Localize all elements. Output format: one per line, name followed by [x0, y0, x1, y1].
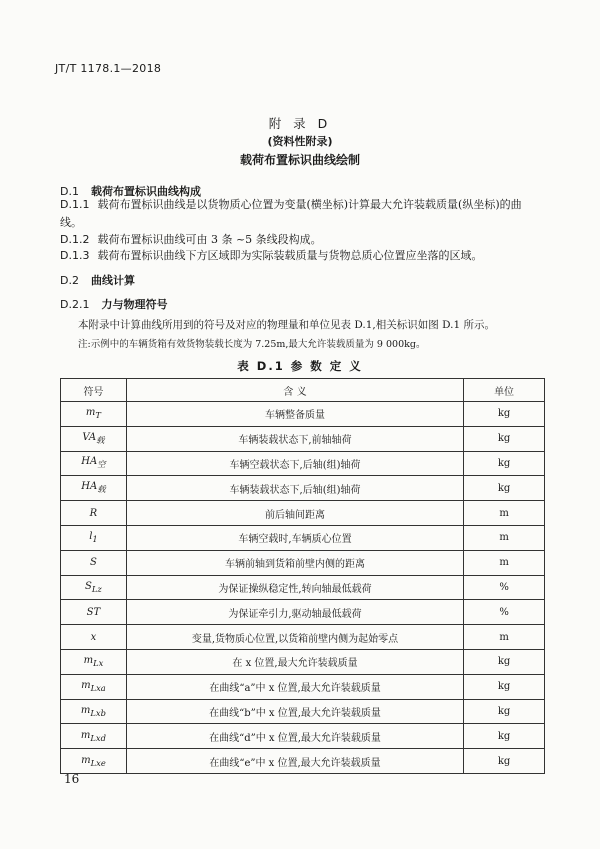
meaning-cell: 在曲线“a”中 x 位置,最大允许装载质量 [126, 674, 463, 699]
table-header-row [61, 379, 545, 402]
symbol-subscript: Lx [93, 658, 104, 669]
unit-cell: kg [464, 699, 545, 724]
unit-cell: % [464, 575, 545, 600]
symbol: S [85, 580, 92, 592]
table-row [61, 600, 545, 625]
unit-cell: kg [464, 724, 545, 749]
table-row [61, 451, 545, 476]
section-d2-heading [60, 272, 135, 288]
table-row [61, 402, 545, 427]
symbol-subscript: 载 [97, 484, 106, 495]
symbol-subscript: Lz [91, 583, 102, 594]
meaning-cell: 为保证牵引力,驱动轴最低载荷 [126, 600, 463, 625]
symbol: l [89, 531, 93, 543]
standard-code: JT/T 1178.1—2018 [55, 62, 162, 75]
symbol: m [81, 754, 91, 766]
symbol-cell [61, 451, 127, 476]
symbol-cell [61, 699, 127, 724]
parameter-table [60, 378, 545, 774]
table-row [61, 476, 545, 501]
table-row [61, 575, 545, 600]
meaning-cell: 车辆装载状态下,后轴(组)轴荷 [126, 476, 463, 501]
meaning-cell: 车辆前轴到货箱前壁内侧的距离 [126, 550, 463, 575]
meaning-cell: 在曲线“b”中 x 位置,最大允许装载质量 [126, 699, 463, 724]
symbol: m [85, 407, 96, 419]
annex-type: (资料性附录) [267, 135, 333, 148]
symbol-cell [61, 402, 127, 427]
symbol-cell [61, 550, 127, 575]
header-meaning: 含 义 [126, 379, 463, 402]
symbol: HA [81, 481, 98, 493]
symbol-subscript: Lxd [90, 732, 106, 743]
symbol: R [89, 507, 98, 519]
table-title: 表 D.1 参 数 定 义 [237, 359, 363, 373]
meaning-cell: 车辆整备质量 [126, 402, 463, 427]
symbol: x [90, 631, 97, 643]
clause-d1-1 [60, 196, 542, 232]
unit-cell: m [464, 550, 545, 575]
symbol: VA [82, 431, 97, 443]
meaning-cell: 车辆装载状态下,前轴轴荷 [126, 426, 463, 451]
clause-d1-3 [60, 247, 542, 265]
unit-cell: kg [464, 426, 545, 451]
symbol-subscript: 载 [96, 434, 105, 445]
table-row [61, 724, 545, 749]
table-row [61, 550, 545, 575]
symbol: m [80, 704, 91, 716]
symbol-cell [61, 724, 127, 749]
meaning-cell: 车辆空载状态下,后轴(组)轴荷 [126, 451, 463, 476]
symbol-subscript: Lxe [90, 757, 106, 768]
section-title: 曲线计算 [90, 274, 135, 287]
table-row [61, 525, 545, 550]
symbol-cell [61, 600, 127, 625]
meaning-cell: 车辆空载时,车辆质心位置 [126, 525, 463, 550]
symbol-subscript: 空 [97, 459, 106, 470]
section-d2-1-heading [60, 296, 167, 312]
table-row [61, 699, 545, 724]
symbol: HA [81, 456, 98, 468]
meaning-cell: 在曲线“d”中 x 位置,最大允许装载质量 [126, 724, 463, 749]
header-symbol: 符号 [61, 379, 127, 402]
symbol: m [81, 680, 91, 692]
meaning-cell: 为保证操纵稳定性,转向轴最低载荷 [126, 575, 463, 600]
unit-cell: kg [464, 402, 545, 427]
clause-text: 载荷布置标识曲线可由 3 条 ~5 条线段构成。 [97, 233, 322, 246]
meaning-cell: 在曲线“e”中 x 位置,最大允许装载质量 [126, 749, 463, 774]
annex-name: 载荷布置标识曲线绘制 [239, 153, 360, 167]
symbol: S [90, 557, 97, 569]
section-title: 载荷布置标识曲线构成 [90, 185, 201, 198]
meaning-cell: 前后轴间距离 [126, 501, 463, 526]
note: 注:示例中的车辆货箱有效货物装载长度为 7.25m,最大允许装载质量为 9 000kg。 [78, 339, 426, 350]
section-number: D.2 [60, 274, 79, 287]
symbol-cell [61, 649, 127, 674]
page-number: 16 [64, 772, 80, 786]
body-paragraph: 本附录中计算曲线所用到的符号及对应的物理量和单位见表 D.1,相关标识如图 D.1 所示。 [78, 319, 495, 331]
symbol-cell [61, 476, 127, 501]
symbol-cell [61, 525, 127, 550]
table-row [61, 649, 545, 674]
clause-text: 载荷布置标识曲线是以货物质心位置为变量(横坐标)计算最大允许装载质量(纵坐标)的曲线。 [60, 198, 522, 229]
table-row [61, 501, 545, 526]
symbol-subscript: T [95, 410, 101, 421]
symbol: ST [86, 606, 101, 618]
clause-number: D.1.3 [60, 249, 90, 262]
table-row [61, 674, 545, 699]
clause-number: D.1.2 [60, 233, 90, 246]
unit-cell: kg [464, 451, 545, 476]
section-number: D.2.1 [60, 298, 90, 311]
symbol-cell [61, 674, 127, 699]
symbol-cell [61, 426, 127, 451]
clause-text: 载荷布置标识曲线下方区域即为实际装载质量与货物总质心位置应坐落的区域。 [97, 249, 483, 262]
symbol-cell [61, 749, 127, 774]
unit-cell: kg [464, 749, 545, 774]
unit-cell: kg [464, 476, 545, 501]
symbol-cell [61, 501, 127, 526]
unit-cell: kg [464, 674, 545, 699]
symbol-cell [61, 575, 127, 600]
unit-cell: m [464, 525, 545, 550]
table-row [61, 625, 545, 650]
section-number: D.1 [60, 185, 79, 198]
symbol-subscript: 1 [92, 534, 98, 545]
unit-cell: m [464, 501, 545, 526]
unit-cell: kg [464, 649, 545, 674]
symbol: m [83, 655, 94, 667]
unit-cell: m [464, 625, 545, 650]
meaning-cell: 在 x 位置,最大允许装载质量 [126, 649, 463, 674]
unit-cell: % [464, 600, 545, 625]
symbol: m [80, 729, 91, 741]
symbol-subscript: Lxa [90, 683, 106, 694]
symbol-cell [61, 625, 127, 650]
clause-number: D.1.1 [60, 198, 90, 211]
symbol-subscript: Lxb [90, 707, 106, 718]
annex-title: 附 录 D [268, 116, 332, 131]
table-row [61, 749, 545, 774]
table-body [61, 402, 545, 774]
section-title: 力与物理符号 [101, 298, 168, 311]
table-row [61, 426, 545, 451]
header-unit: 单位 [464, 379, 545, 402]
meaning-cell: 变量,货物质心位置,以货箱前壁内侧为起始零点 [126, 625, 463, 650]
